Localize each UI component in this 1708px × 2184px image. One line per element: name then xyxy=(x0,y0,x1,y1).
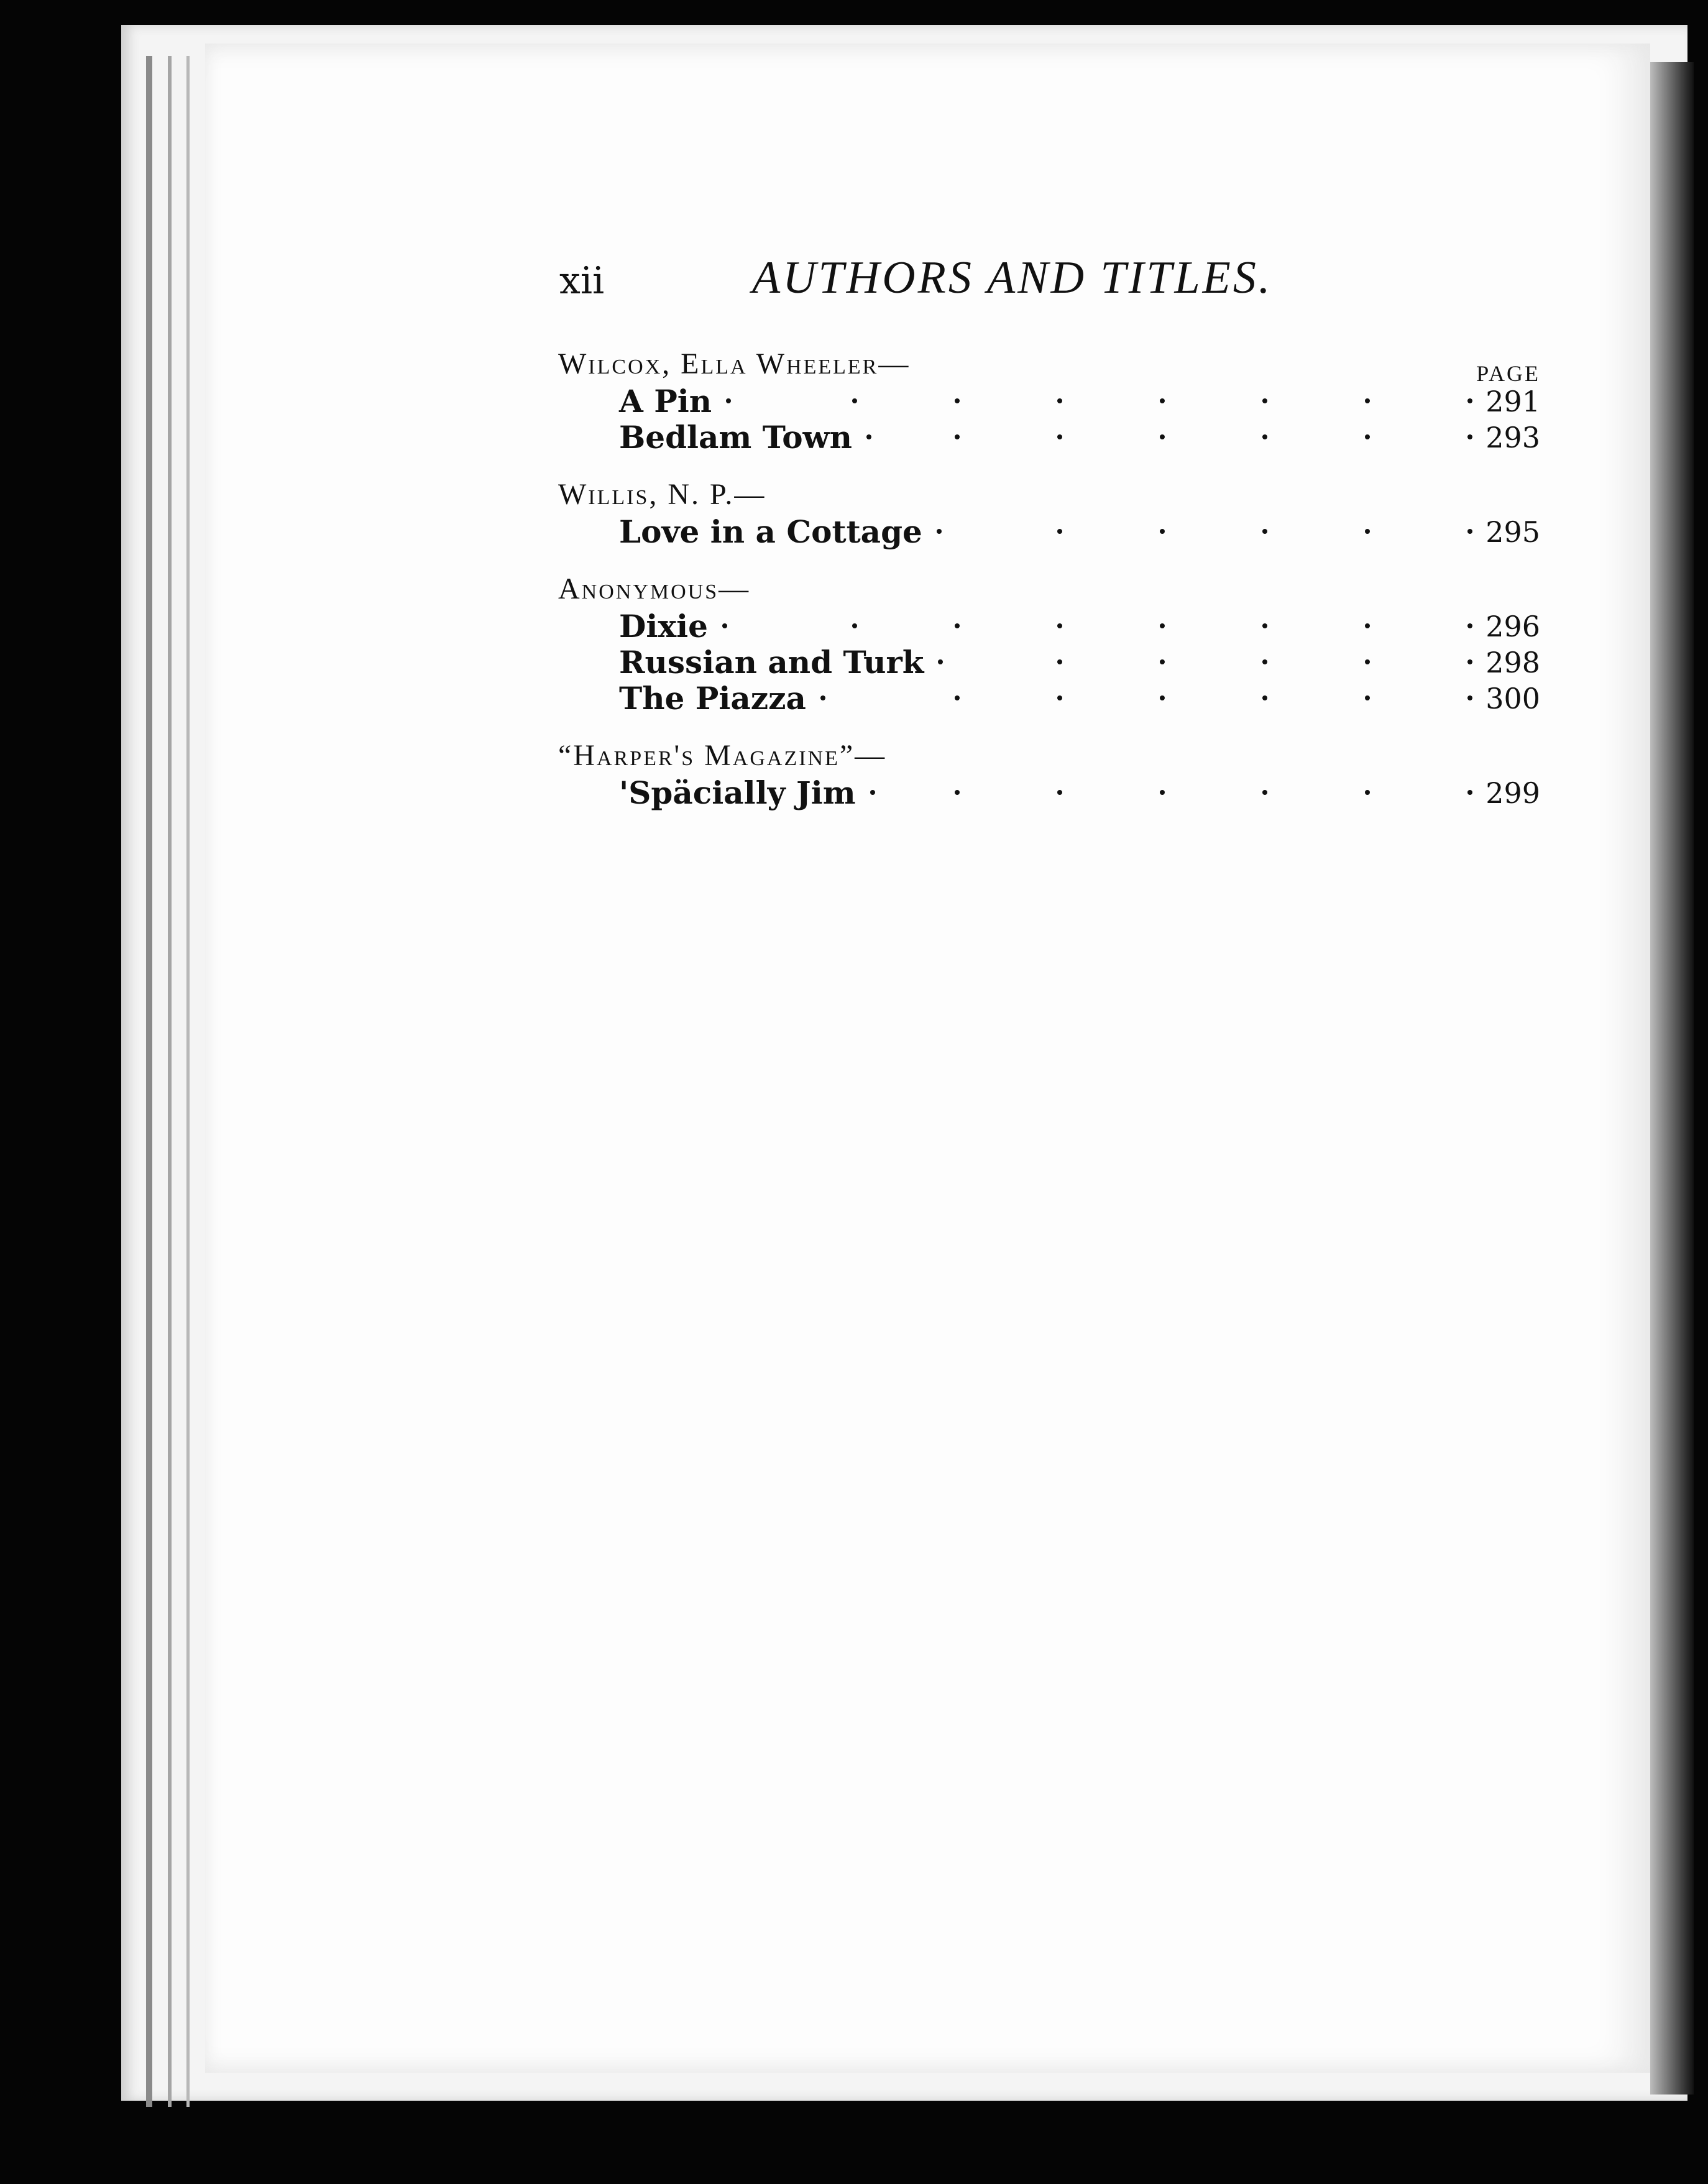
entry-title: Love in a Cottage xyxy=(619,513,922,550)
author-heading: Anonymous— xyxy=(558,572,751,605)
table-of-contents xyxy=(558,345,1540,811)
leader-dot xyxy=(852,623,857,628)
leader-dot xyxy=(866,434,871,439)
leader-dot xyxy=(1365,659,1370,664)
leader-dot xyxy=(1160,434,1165,439)
leader-dot xyxy=(1160,790,1165,795)
leader-dot xyxy=(1262,623,1267,628)
leader-dot xyxy=(1057,529,1062,534)
dot-leader xyxy=(619,608,1484,645)
leader-dot xyxy=(1160,695,1165,700)
leader-dot xyxy=(852,398,857,403)
leader-dot xyxy=(1467,434,1472,439)
entry-page-number: 293 xyxy=(1485,421,1540,454)
leader-dot xyxy=(1057,659,1062,664)
leader-dot xyxy=(1262,659,1267,664)
leader-dot xyxy=(955,623,960,628)
leader-dot xyxy=(1262,398,1267,403)
leader-dot xyxy=(1057,790,1062,795)
leader-dot xyxy=(955,434,960,439)
leader-dot xyxy=(955,398,960,403)
page-edge xyxy=(168,56,172,2107)
leader-dot xyxy=(1160,529,1165,534)
toc-entry xyxy=(558,608,1540,645)
leader-dot xyxy=(1057,398,1062,403)
page-gutter-shadow xyxy=(1650,62,1694,2095)
leader-dot xyxy=(1365,529,1370,534)
toc-entry xyxy=(558,645,1540,681)
leader-dot xyxy=(955,790,960,795)
entry-title: Bedlam Town xyxy=(619,419,852,456)
page-edge xyxy=(186,56,190,2107)
running-title: AUTHORS AND TITLES. xyxy=(752,252,1273,303)
leader-dot xyxy=(820,695,825,700)
toc-entry xyxy=(558,420,1540,456)
page-column-label: PAGE xyxy=(1476,361,1540,386)
leader-dot xyxy=(1160,659,1165,664)
leader-dot xyxy=(1262,529,1267,534)
entry-title: The Piazza xyxy=(619,680,806,717)
entry-page-number: 300 xyxy=(1485,682,1540,715)
leader-dot xyxy=(870,790,875,795)
leader-dot xyxy=(938,659,943,664)
leader-dot xyxy=(1057,434,1062,439)
leader-dot xyxy=(1365,398,1370,403)
leader-dot xyxy=(1467,695,1472,700)
leader-dot xyxy=(1467,398,1472,403)
leader-dot xyxy=(1160,623,1165,628)
leader-dot xyxy=(1057,623,1062,628)
leader-dot xyxy=(1467,623,1472,628)
page-number-roman: xii xyxy=(559,259,605,303)
leader-dot xyxy=(955,695,960,700)
entry-page-number: 295 xyxy=(1485,515,1540,549)
leader-dot xyxy=(1262,695,1267,700)
leader-dot xyxy=(1467,529,1472,534)
entry-page-number: 291 xyxy=(1485,385,1540,418)
page-edge xyxy=(146,56,152,2107)
toc-entry xyxy=(558,681,1540,717)
page-header xyxy=(559,252,1367,308)
author-heading: Willis, N. P.— xyxy=(558,478,766,511)
entry-title: Russian and Turk xyxy=(619,644,924,681)
entry-page-number: 296 xyxy=(1485,610,1540,643)
entry-title: Dixie xyxy=(619,608,708,645)
leader-dot xyxy=(726,398,731,403)
leader-dot xyxy=(1365,790,1370,795)
toc-entry xyxy=(558,383,1540,420)
leader-dot xyxy=(1262,434,1267,439)
author-heading: “Harper's Magazine”— xyxy=(558,739,887,772)
leader-dot xyxy=(1160,398,1165,403)
entry-page-number: 299 xyxy=(1485,776,1540,810)
author-heading: Wilcox, Ella Wheeler— xyxy=(558,347,911,380)
leader-dot xyxy=(937,529,942,534)
leader-dot xyxy=(1365,623,1370,628)
leader-dot xyxy=(1467,659,1472,664)
leader-dot xyxy=(1057,695,1062,700)
entry-page-number: 298 xyxy=(1485,646,1540,679)
entry-title: 'Späcially Jim xyxy=(619,774,856,811)
toc-entry xyxy=(558,514,1540,550)
toc-entry xyxy=(558,775,1540,811)
leader-dot xyxy=(1365,695,1370,700)
entry-title: A Pin xyxy=(619,383,712,420)
dot-leader xyxy=(619,383,1484,420)
leader-dot xyxy=(1365,434,1370,439)
leader-dot xyxy=(722,623,727,628)
leader-dot xyxy=(1467,790,1472,795)
leader-dot xyxy=(1262,790,1267,795)
